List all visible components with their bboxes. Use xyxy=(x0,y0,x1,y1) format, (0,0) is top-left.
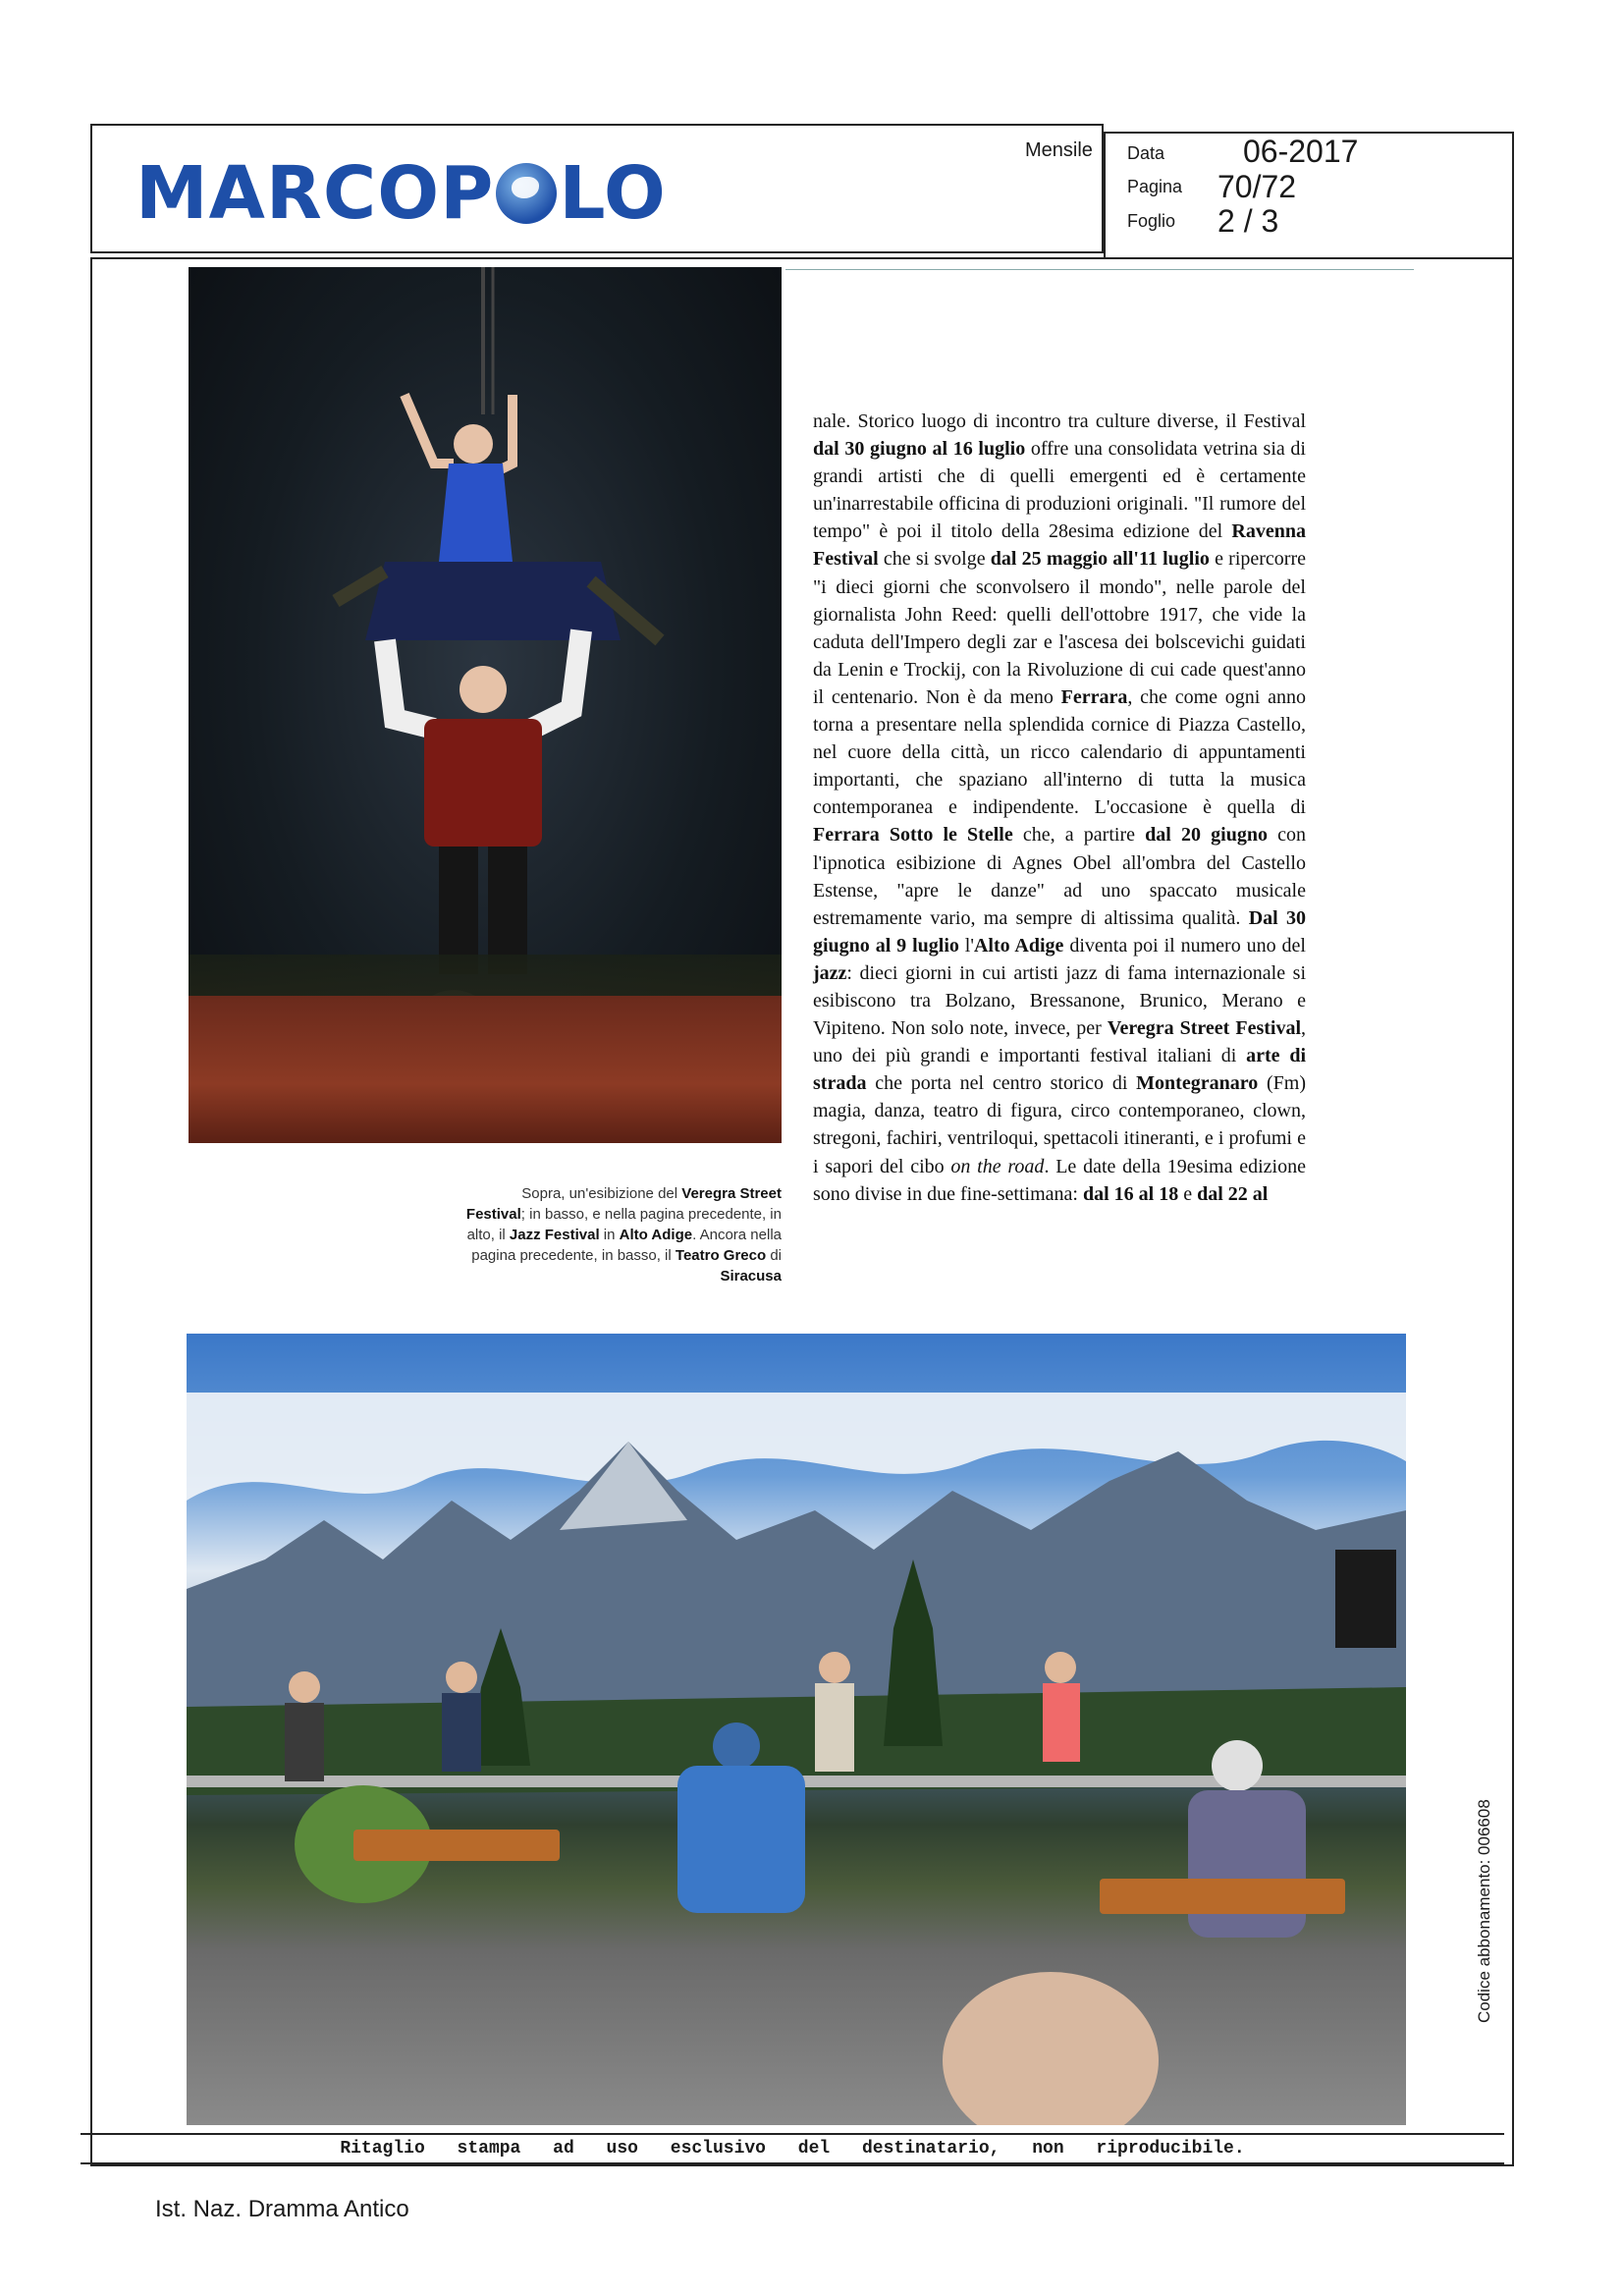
mountain-jazz-photo xyxy=(187,1334,1406,2125)
article-text: che si svolge xyxy=(878,548,991,571)
article-text: diventa poi il numero uno del xyxy=(1063,934,1306,957)
stage-floor xyxy=(189,996,782,1143)
article-italic: on the road xyxy=(950,1155,1045,1177)
article-body xyxy=(813,408,1306,1208)
article-text: , uno dei più grandi e importanti festival italiani di xyxy=(813,1017,1306,1067)
article-text: : dieci giorni in cui artisti jazz di fama internazionale si esibiscono tra Bolzano, Bressanone, Brunico, Merano e Vipiteno. Non solo note, invece, per xyxy=(813,961,1306,1040)
article-text: nale. Storico luogo di incontro tra culture diverse, il Festival xyxy=(813,410,1306,432)
aerial-performance-photo xyxy=(189,267,782,1143)
article-text: , che come ogni anno torna a presentare nella splendida cornice di Piazza Castello, nel cuore della città, un ricco calendario di appuntamenti importanti, che spaziano all'interno di tutta la musica contemporanea e indipendente. L'occasione è quella di xyxy=(813,685,1306,819)
logo-text-left: MARCOP xyxy=(135,151,495,236)
caption-bold: Veregra Street Festival xyxy=(465,1185,782,1223)
caption-bold: Jazz Festival xyxy=(509,1227,600,1243)
data-value: 06-2017 xyxy=(1243,134,1359,169)
photo-caption xyxy=(461,1183,782,1286)
pagina-value: 70/72 xyxy=(1217,169,1297,204)
article-bold: jazz xyxy=(813,961,847,984)
globe-icon xyxy=(496,163,557,224)
caption-bold: Alto Adige xyxy=(619,1227,693,1243)
article-bold: dal 22 al xyxy=(1197,1182,1269,1205)
caption-text: di xyxy=(766,1247,782,1264)
article-bold: Dal 30 giugno al 9 luglio xyxy=(813,906,1307,957)
article-bold: Ravenna Festival xyxy=(813,520,1306,571)
caption-text: in xyxy=(599,1227,620,1243)
picnic-table xyxy=(353,1830,560,1861)
article-bold: Veregra Street Festival xyxy=(1107,1017,1301,1040)
pagina-label: Pagina xyxy=(1127,177,1183,196)
institute-label: Ist. Naz. Dramma Antico xyxy=(155,2196,409,2222)
article-text: e ripercorre "i dieci giorni che sconvolsero il mondo", nelle parole del giornalista John Reed: quelli dell'ottobre 1917, che vide la caduta dell'Impero degli zar e l'ascesa dei bolscevichi guidati da Lenin e Trockij, con la Rivoluzione di cui cade quest'anno il centenario. Non è da meno xyxy=(813,548,1306,708)
caption-bold: Siracusa xyxy=(720,1268,782,1285)
clip-note: Ritaglio stampa ad uso esclusivo del destinatario, non riproducibile. xyxy=(81,2133,1504,2164)
article-text: con l'ipnotica esibizione di Agnes Obel all'ombra del Castello Estense, "apre le danze" ad uno spaccato musicale estremamente vario, ma sempre di altissima qualità. xyxy=(813,824,1306,929)
article-text: che, a partire xyxy=(1012,824,1146,847)
article-text: . Le date della 19esima edizione sono divise in due fine-settimana: xyxy=(813,1155,1306,1205)
article-bold: Ferrara Sotto le Stelle xyxy=(813,824,1013,847)
mountain-landscape-illustration xyxy=(187,1334,1406,2125)
article-text: l' xyxy=(958,934,974,957)
article-text: e xyxy=(1178,1182,1198,1205)
article-text: che porta nel centro storico di xyxy=(866,1072,1137,1095)
logo-text-right: LO xyxy=(559,151,667,236)
article-bold: Alto Adige xyxy=(973,934,1064,957)
article-bold: Ferrara xyxy=(1060,685,1128,708)
caption-bold: Teatro Greco xyxy=(675,1247,767,1264)
caption-text: ; in basso, e nella pagina precedente, in alto, il xyxy=(466,1206,782,1243)
article-bold: dal 25 maggio all'11 luglio xyxy=(990,548,1210,571)
article-bold: Montegranaro xyxy=(1136,1072,1259,1095)
picnic-table xyxy=(1100,1879,1345,1914)
article-text: (Fm) magia, danza, teatro di figura, circo contemporaneo, clown, stregoni, fachiri, ventriloqui, spettacoli itineranti, e i profumi e i sapori del cibo xyxy=(813,1072,1306,1177)
top-rule xyxy=(785,269,1414,270)
article-bold: dal 16 al 18 xyxy=(1082,1182,1179,1205)
foglio-label: Foglio xyxy=(1127,211,1176,231)
article-bold: dal 30 giugno al 16 luglio xyxy=(813,438,1026,461)
foglio-value: 2 / 3 xyxy=(1217,203,1279,239)
article-bold: dal 20 giugno xyxy=(1145,824,1268,847)
subscription-code: Codice abbonamento: 006608 xyxy=(1475,1799,1493,2023)
magazine-logo xyxy=(135,151,667,236)
frequency-label: Mensile xyxy=(1025,139,1093,161)
caption-text: Sopra, un'esibizione del xyxy=(521,1185,682,1202)
article-bold: arte di strada xyxy=(813,1045,1306,1095)
caption-text: . Ancora nella pagina precedente, in basso, il xyxy=(471,1227,782,1264)
data-label: Data xyxy=(1127,143,1165,163)
article-text: offre una consolidata vetrina sia di grandi artisti che di quelli emergenti ed è certamente un'inarrestabile officina di produzioni originali. "Il rumore del tempo" è poi il titolo della 28esima edizione del xyxy=(813,438,1306,543)
